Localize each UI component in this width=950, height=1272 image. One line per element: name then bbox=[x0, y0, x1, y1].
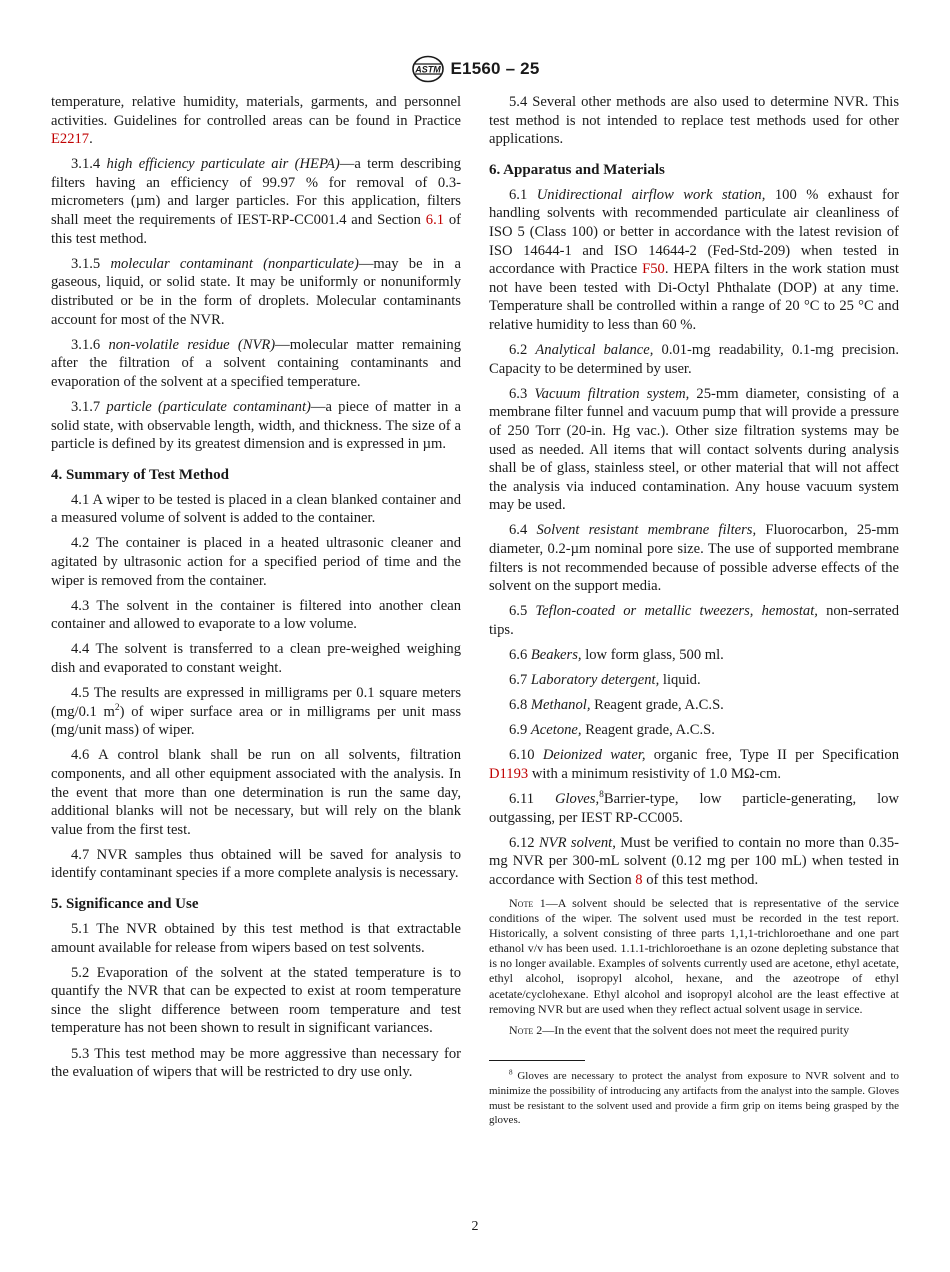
paragraph-3-1-3-cont: temperature, relative humidity, materials, garments, and personnel activities. Guidelines for controlled areas can be found in Practice E2217. bbox=[51, 94, 461, 148]
paragraph-6-9: 6.9 Acetone, Reagent grade, A.C.S. bbox=[509, 722, 715, 739]
paragraph-3-1-4: 3.1.4 high efficiency particulate air (HEPA)—a term describing filters having an efficiency of 99.97 % for removal of 0.3-micrometers (µm) and larger particles. For this application, filters shall meet the requirements of IEST-RP-CC001.4 and Section 6.1 of this test method. bbox=[51, 156, 462, 247]
paragraph-6-1: 6.1 Unidirectional airflow work station, 100 % exhaust for handling solvents with recommended particulate air cleanliness of ISO 5 (Class 100) or better in accordance with the latest revision of ISO 14644-1 and ISO 14644-2 (Fed-Std-209) when tested in accordance with Practice F50. HEPA filters in the work station must not have been tested with Di-Octyl Phthalate (DOP) at any time. Temperature shall be controlled within a range of 20 °C to 25 °C and relative humidity to less than 60 %. bbox=[489, 186, 900, 333]
svg-text:ASTM: ASTM bbox=[414, 64, 441, 75]
paragraph-6-3: 6.3 Vacuum filtration system, 25-mm diameter, consisting of a membrane filter funnel and vacuum pump that will provide a pressure of 250 Torr (20-in. Hg vac.). Other size filtration systems may be used as needed. All items that will contact solvents during analysis shall be of glass, stainless steel, or other material that will not affect the analysis via induced contamination. Any house vacuum system may be used. bbox=[489, 385, 899, 514]
document-id: E1560 – 25 bbox=[450, 59, 540, 78]
paragraph-5-3: 5.3 This test method may be more aggressive than necessary for the evaluation of wipers that will be restricted to dry use only. bbox=[51, 1045, 461, 1081]
paragraph-4-7: 4.7 NVR samples thus obtained will be saved for analysis to identify contaminant species if a more complete analysis is necessary. bbox=[51, 846, 461, 882]
note-1: Note 1—A solvent should be selected that is representative of the service conditions of the wiper. The solvent used must be recorded in the test report. Historically, a solvent consisting of three parts 1,1,1-trichloroethane and one part ethanol v/v has been used. 1.1.1-trichloroethane is an ozone depleting substance that is no longer available. Examples of solvents currently used are acetone, ethyl acetate, ethyl alcohol, isopropyl alcohol, hexane, and the azeotrope of ethyl acetate/cyclohexane. Ethyl alcohol and isopropyl alcohol are the least effective at removing NVR but are used when they reflect actual solvent usage in service. bbox=[489, 895, 900, 1016]
section-4-heading: 4. Summary of Test Method bbox=[51, 466, 229, 483]
footnote-8: $^8$ Gloves are necessary to protect the analyst from exposure to NVR solvent and to minimize the possibility of introducing any artifacts from the analyst into the sample. Gloves must be resistant to the solvent used and provide a firm grip on items being grasped by the gloves. bbox=[489, 1068, 899, 1127]
ref-6-1-link[interactable]: 6.1 bbox=[425, 212, 445, 229]
paragraph-4-3: 4.3 The solvent in the container is filtered into another clean container and allowed to evaporate to a low volume. bbox=[51, 597, 461, 633]
footnote-8-marker[interactable]: 8 bbox=[599, 790, 604, 801]
paragraph-6-2: 6.2 Analytical balance, 0.01-mg readability, 0.1-mg precision. Capacity to be determined by user. bbox=[489, 342, 899, 377]
paragraph-5-2: 5.2 Evaporation of the solvent at the stated temperature is to quantify the NVR that can be expected to exist at room temperature since the slight difference between room temperature and test temperature has not been shown to result in significant variances. bbox=[51, 964, 461, 1037]
paragraph-6-7: 6.7 Laboratory detergent, liquid. bbox=[509, 672, 701, 689]
paragraph-6-6: 6.6 Beakers, low form glass, 500 ml. bbox=[509, 646, 724, 663]
ref-section-8-link[interactable]: 8 bbox=[635, 871, 643, 888]
paragraph-4-4: 4.4 The solvent is transferred to a clean pre-weighed weighing dish and evaporated to constant weight. bbox=[51, 641, 461, 676]
paragraph-4-1: 4.1 A wiper to be tested is placed in a clean blanked container and a measured volume of solvent is added to the container. bbox=[51, 491, 461, 527]
section-6-heading: 6. Apparatus and Materials bbox=[489, 161, 665, 178]
paragraph-4-6: 4.6 A control blank shall be run on all solvents, filtration components, and all other equipment associated with the analysis. In the event that more than one determination is run the same day, additional blanks will not be necessary, but will rely on the blank value from the first test. bbox=[51, 747, 461, 838]
note-2: Note 2—In the event that the solvent does not meet the required purity bbox=[509, 1023, 850, 1038]
page-header bbox=[0, 54, 950, 84]
astm-logo-icon bbox=[411, 55, 445, 83]
paragraph-6-11: 6.11 Gloves,$^8$Barrier-type, low particle-generating, low outgassing, per IEST RP-CC005. bbox=[489, 790, 899, 826]
paragraph-6-12: 6.12 NVR solvent, Must be verified to contain no more than 0.35-mg NVR per 300-mL solvent (0.12 mg per 100 mL) when tested in accordance with Section 8 of this test method. bbox=[489, 834, 900, 888]
ref-d1193-link[interactable]: D1193 bbox=[489, 765, 529, 782]
paragraph-6-5: 6.5 Teflon-coated or metallic tweezers, hemostat, non-serrated tips. bbox=[489, 603, 899, 638]
paragraph-3-1-7: 3.1.7 particle (particulate contaminant)—a piece of matter in a solid state, with observable length, width, and thickness. The size of a particle is defined by its greatest dimension and is expressed in µm. bbox=[51, 398, 461, 453]
right-column bbox=[489, 93, 899, 1134]
left-column bbox=[51, 93, 461, 1088]
paragraph-6-10: 6.10 Deionized water, organic free, Type II per Specification D1193 with a minimum resistivity of 1.0 MΩ-cm. bbox=[489, 747, 899, 782]
paragraph-6-8: 6.8 Methanol, Reagent grade, A.C.S. bbox=[509, 697, 724, 714]
paragraph-5-1: 5.1 The NVR obtained by this test method is that extractable amount available for release from wipers based on test solvents. bbox=[51, 920, 461, 956]
paragraph-6-4: 6.4 Solvent resistant membrane filters, Fluorocarbon, 25-mm diameter, 0.2-µm nominal pore size. The use of supported membrane filters is not recommended because of possible adverse effects of the solvent on the support media. bbox=[489, 522, 899, 595]
ref-f50-link[interactable]: F50 bbox=[642, 261, 665, 278]
footnote-divider bbox=[489, 1060, 585, 1061]
paragraph-3-1-6: 3.1.6 non-volatile residue (NVR)—molecular matter remaining after the filtration of a solvent containing contaminants and evaporation of the solvent at a specified temperature. bbox=[51, 336, 461, 390]
section-5-heading: 5. Significance and Use bbox=[51, 895, 199, 912]
paragraph-5-4: 5.4 Several other methods are also used to determine NVR. This test method is not intended to replace test methods used for other applications. bbox=[489, 94, 899, 148]
page-number: 2 bbox=[471, 1219, 479, 1234]
ref-e2217-link[interactable]: E2217 bbox=[51, 131, 90, 148]
paragraph-4-5: 4.5 The results are expressed in milligrams per 0.1 square meters (mg/0.1 $m^2$) of wiper surface area or in milligrams per unit mass (mg/unit mass) of wiper. bbox=[51, 685, 461, 739]
paragraph-3-1-5: 3.1.5 molecular contaminant (nonparticulate)—may be in a gaseous, liquid, or solid state. It may be uniformly or nonuniformly distributed or be in the form of droplets. Molecular contaminants account for most of the NVR. bbox=[51, 255, 461, 328]
paragraph-4-2: 4.2 The container is placed in a heated ultrasonic cleaner and agitated by ultrasonic action for a specified period of time and the wiper is removed from the container. bbox=[51, 535, 461, 589]
